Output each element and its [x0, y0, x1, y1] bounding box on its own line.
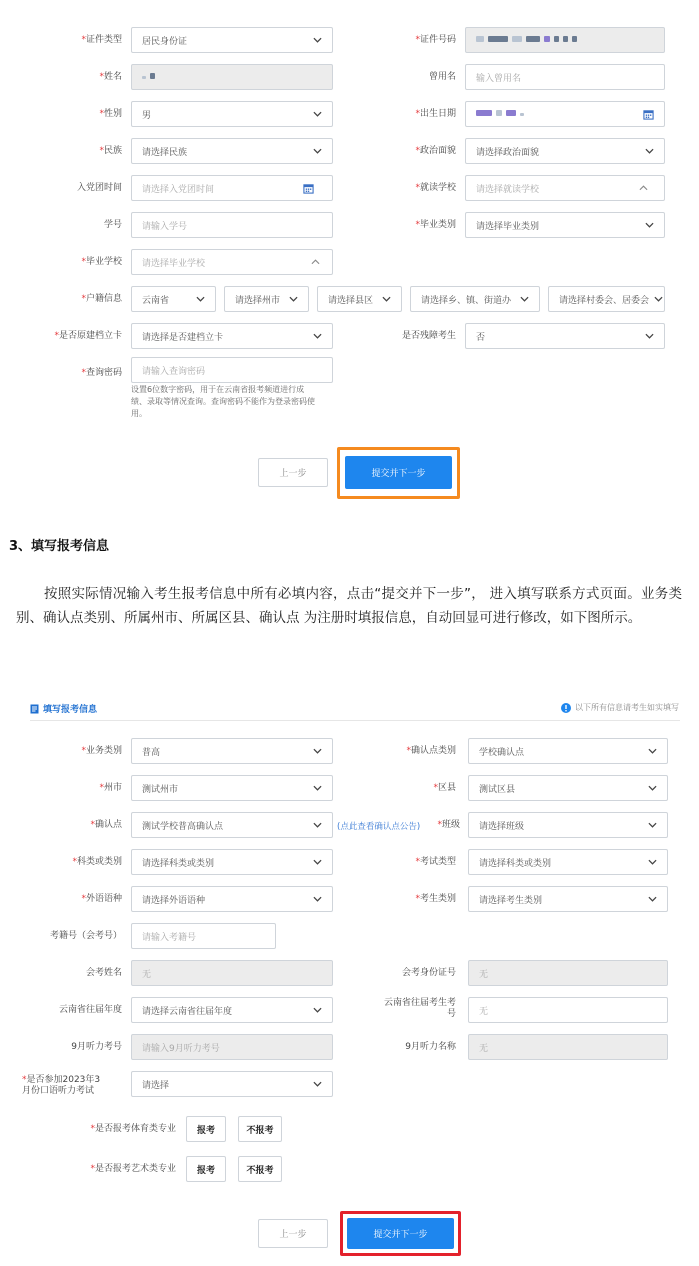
- prev-button[interactable]: 上一步: [258, 1219, 328, 1248]
- arts-label: *是否报考艺术类专业: [90, 1164, 176, 1174]
- candidate-type-select[interactable]: 请选择考生类别: [468, 886, 668, 912]
- ethnicity-select[interactable]: 请选择民族: [131, 138, 333, 164]
- former-name-label: 曾用名: [428, 72, 456, 82]
- listening-no-field[interactable]: 请输入9月听力考号: [131, 1034, 333, 1060]
- chevron-down-icon: [519, 294, 529, 304]
- confirm-point-label: *确认点: [90, 820, 122, 830]
- chevron-down-icon: [312, 857, 322, 867]
- chevron-down-icon: [647, 857, 657, 867]
- grad-school-select[interactable]: 请选择毕业学校: [131, 249, 333, 275]
- language-select[interactable]: 请选择外语语种: [131, 886, 333, 912]
- redacted-value: [142, 72, 159, 82]
- id-type-label: *证件类型: [81, 35, 122, 45]
- student-no-input[interactable]: 请输入学号: [131, 212, 333, 238]
- political-label: *政治面貌: [415, 146, 456, 156]
- confirm-type-select[interactable]: 学校确认点: [468, 738, 668, 764]
- district-label: *区县: [433, 783, 456, 793]
- chevron-down-icon: [644, 220, 654, 230]
- calendar-icon: [643, 109, 654, 120]
- exam-type-select[interactable]: 请选择科类或类别: [468, 849, 668, 875]
- chevron-down-icon: [647, 894, 657, 904]
- query-pwd-label: *查询密码: [81, 368, 122, 378]
- name-field[interactable]: [131, 64, 333, 90]
- yn-past-year-select[interactable]: 请选择云南省往届年度: [131, 997, 333, 1023]
- gender-label: *性别: [99, 109, 122, 119]
- disabled-label: 是否残障考生: [401, 331, 456, 341]
- class-label: *班级: [437, 820, 460, 830]
- birth-date-picker[interactable]: [465, 101, 665, 127]
- archive-card-label: *是否原建档立卡: [54, 331, 122, 341]
- chevron-down-icon: [312, 109, 322, 119]
- huikao-id-label: 会考身份证号: [401, 968, 456, 978]
- chevron-down-icon: [312, 35, 322, 45]
- grad-category-label: *毕业类别: [415, 220, 456, 230]
- chevron-down-icon: [647, 783, 657, 793]
- exam-no-input[interactable]: 请输入考籍号: [131, 923, 276, 949]
- chevron-down-icon: [312, 1005, 322, 1015]
- league-date-picker[interactable]: 请选择入党团时间: [131, 175, 333, 201]
- yn-past-no-field[interactable]: 无: [468, 997, 668, 1023]
- document-icon: [30, 704, 39, 714]
- candidate-type-label: *考生类别: [415, 894, 456, 904]
- village-select[interactable]: 请选择村委会、居委会: [548, 286, 665, 312]
- gender-select[interactable]: 男: [131, 101, 333, 127]
- listening-name-label: 9月听力名称: [405, 1042, 456, 1052]
- exam-no-label: 考籍号（会考号）: [49, 931, 122, 941]
- league-date-label: 入党团时间: [76, 183, 122, 193]
- sports-no-button[interactable]: 不报考: [238, 1116, 282, 1142]
- business-type-label: *业务类别: [81, 746, 122, 756]
- city-select[interactable]: 测试州市: [131, 775, 333, 801]
- huikao-name-field[interactable]: 无: [131, 960, 333, 986]
- chevron-down-icon: [647, 820, 657, 830]
- school-label: *就读学校: [415, 183, 456, 193]
- redacted-value: [476, 35, 581, 45]
- chevron-down-icon: [653, 294, 663, 304]
- subject-type-label: *科类或类别: [72, 857, 122, 867]
- confirm-point-notice-link[interactable]: (点此查看确认点公告): [337, 822, 421, 832]
- student-no-label: 学号: [103, 220, 122, 230]
- arts-yes-button[interactable]: 报考: [186, 1156, 226, 1182]
- calendar-icon: [303, 183, 314, 194]
- divider: [30, 720, 680, 721]
- chevron-down-icon: [312, 820, 322, 830]
- confirm-type-label: *确认点类别: [406, 746, 456, 756]
- exam-type-label: *考试类型: [415, 857, 456, 867]
- prev-button[interactable]: 上一步: [258, 458, 328, 487]
- chevron-up-icon: [638, 183, 648, 193]
- redacted-value: [476, 109, 639, 119]
- political-select[interactable]: 请选择政治面貌: [465, 138, 665, 164]
- ethnicity-label: *民族: [99, 146, 122, 156]
- city-label: *州市: [99, 783, 122, 793]
- listening-no-label: 9月听力考号: [71, 1042, 122, 1052]
- business-type-select[interactable]: 普高: [131, 738, 333, 764]
- chevron-down-icon: [312, 783, 322, 793]
- id-number-label: *证件号码: [415, 35, 456, 45]
- archive-card-select[interactable]: 请选择是否建档立卡: [131, 323, 333, 349]
- province-select[interactable]: 云南省: [131, 286, 216, 312]
- chevron-down-icon: [312, 746, 322, 756]
- form-title: 填写报考信息: [30, 702, 97, 715]
- listening-name-field[interactable]: 无: [468, 1034, 668, 1060]
- chevron-down-icon: [195, 294, 205, 304]
- oral-exam-label: *是否参加2023年3 月份口语听力考试: [22, 1075, 101, 1097]
- chevron-down-icon: [312, 146, 322, 156]
- household-label: *户籍信息: [81, 294, 122, 304]
- birth-date-label: *出生日期: [415, 109, 456, 119]
- subject-type-select[interactable]: 请选择科类或类别: [131, 849, 333, 875]
- info-icon: [561, 703, 571, 713]
- grad-school-label: *毕业学校: [81, 257, 122, 267]
- sports-label: *是否报考体育类专业: [90, 1124, 176, 1134]
- county-select[interactable]: 请选择县区: [317, 286, 402, 312]
- query-pwd-input[interactable]: 请输入查询密码: [131, 357, 333, 383]
- submit-next-button[interactable]: 提交并下一步: [345, 456, 452, 489]
- huikao-name-label: 会考姓名: [85, 968, 122, 978]
- confirm-point-select[interactable]: 测试学校普高确认点: [131, 812, 333, 838]
- chevron-down-icon: [312, 894, 322, 904]
- arts-no-button[interactable]: 不报考: [238, 1156, 282, 1182]
- chevron-down-icon: [381, 294, 391, 304]
- chevron-up-icon: [310, 257, 320, 267]
- chevron-down-icon: [644, 331, 654, 341]
- chevron-down-icon: [647, 746, 657, 756]
- id-number-field[interactable]: [465, 27, 665, 53]
- huikao-id-field[interactable]: 无: [468, 960, 668, 986]
- city-select[interactable]: 请选择州市: [224, 286, 309, 312]
- chevron-down-icon: [644, 146, 654, 156]
- submit-next-button[interactable]: 提交并下一步: [347, 1218, 454, 1249]
- query-pwd-note: 设置6位数字密码，用于在云南省报考频道进行成 绩、录取等情况查询。查询密码不能作为登录密码使 用。: [131, 385, 315, 418]
- sports-yes-button[interactable]: 报考: [186, 1116, 226, 1142]
- district-select[interactable]: 测试区县: [468, 775, 668, 801]
- oral-exam-select[interactable]: 请选择: [131, 1071, 333, 1097]
- yn-past-no-label: 云南省往届考生考 号: [383, 998, 456, 1020]
- disabled-select[interactable]: 否: [465, 323, 665, 349]
- id-type-select[interactable]: 居民身份证: [131, 27, 333, 53]
- former-name-input[interactable]: 输入曾用名: [465, 64, 665, 90]
- section-heading: 3、填写报考信息: [9, 539, 110, 554]
- chevron-down-icon: [288, 294, 298, 304]
- language-label: *外语语种: [81, 894, 122, 904]
- chevron-down-icon: [312, 331, 322, 341]
- chevron-down-icon: [312, 1079, 322, 1089]
- form-notice: 以下所有信息请考生如实填写: [561, 702, 679, 713]
- section-paragraph: 按照实际情况输入考生报考信息中所有必填内容，点击“提交并下一步”， 进入填写联系方式页面。业务类别、确认点类别、所属州市、所属区县、确认点 为注册时填报信息，自动回显可进行修改，如下图所示。: [16, 586, 682, 626]
- school-select[interactable]: 请选择就读学校: [465, 175, 665, 201]
- town-select[interactable]: 请选择乡、镇、街道办: [410, 286, 540, 312]
- yn-past-year-label: 云南省往届年度: [58, 1005, 122, 1015]
- grad-category-select[interactable]: 请选择毕业类别: [465, 212, 665, 238]
- name-label: *姓名: [99, 72, 122, 82]
- class-select[interactable]: 请选择班级: [468, 812, 668, 838]
